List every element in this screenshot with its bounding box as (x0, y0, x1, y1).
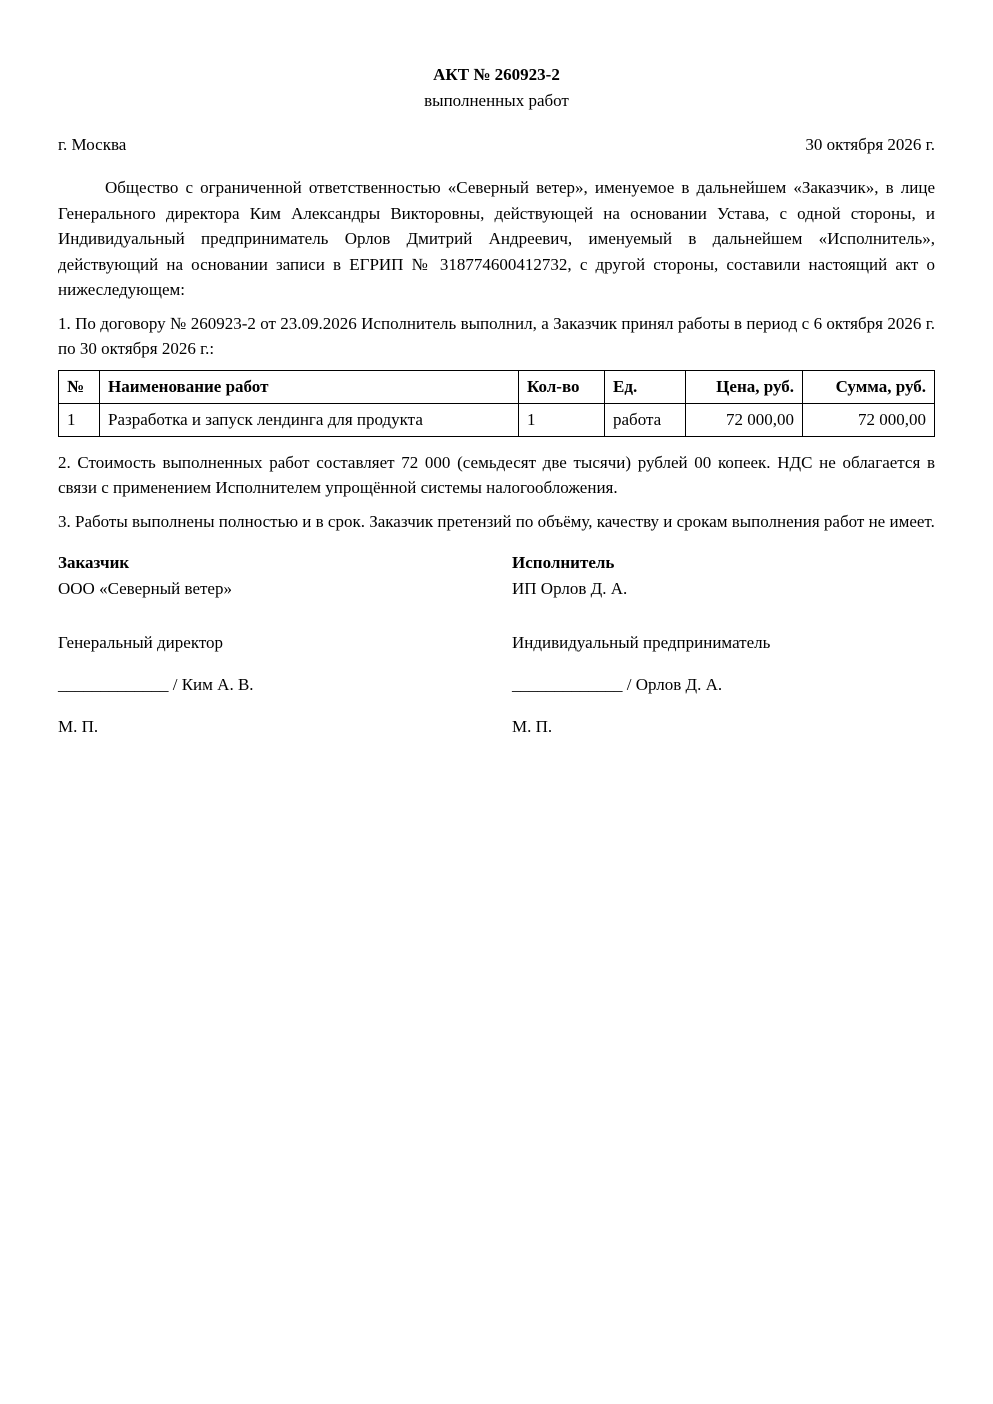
contractor-org: ИП Орлов Д. А. (512, 579, 628, 598)
works-table (58, 370, 935, 437)
table-row (59, 403, 935, 436)
document-subtitle: выполненных работ (424, 91, 569, 110)
cell-quantity: 1 (519, 403, 605, 436)
place-date-row (58, 132, 935, 158)
contractor-heading: Исполнитель (512, 553, 615, 572)
document-date: 30 октября 2026 г. (805, 135, 935, 154)
column-header-sum: Сумма, руб. (803, 370, 935, 403)
table-header-row (59, 370, 935, 403)
customer-position: Генеральный директор (58, 633, 224, 652)
contractor-sign-line: _____________ / Орлов Д. А. (512, 675, 723, 694)
customer-signature (58, 550, 512, 740)
cell-name: Разработка и запуск лендинга для продукта (100, 403, 519, 436)
clause-2: 2. Стоимость выполненных работ составляет 72 000 (семьдесят две тысячи) рублей 00 копеек. НДС не облагается в связи с применением Исполнителем упрощённой системы налогообложения. (58, 452, 935, 497)
signatures-block (58, 550, 935, 740)
customer-sign-line: _____________ / Ким А. В. (58, 675, 254, 694)
column-header-name: Наименование работ (100, 370, 519, 403)
column-header-quantity: Кол-во (519, 370, 605, 403)
customer-org: ООО «Северный ветер» (58, 579, 232, 598)
preamble-paragraph: Общество с ограниченной ответственностью «Северный ветер», именуемое в дальнейшем «Заказчик», в лице Генерального директора Ким Александры Викторовны, действующей на основании Устава, с одной стороны, и Индивидуальный предприниматель Орлов Дмитрий Андреевич, именуемый в дальнейшем «Исполнитель», действующий на основании записи в ЕГРИП № 318774600412732, с другой стороны, составили настоящий акт о нижеследующем: (58, 178, 935, 299)
cell-sum: 72 000,00 (803, 403, 935, 436)
contractor-signature (512, 550, 770, 740)
contractor-position: Индивидуальный предприниматель (512, 633, 771, 652)
contractor-stamp: М. П. (512, 717, 553, 736)
document-title: АКТ № 260923-2 (433, 65, 560, 84)
cell-number: 1 (59, 403, 100, 436)
cell-unit: работа (605, 403, 686, 436)
cell-price: 72 000,00 (686, 403, 803, 436)
customer-stamp: М. П. (58, 717, 99, 736)
column-header-unit: Ед. (605, 370, 686, 403)
city: г. Москва (58, 135, 127, 154)
column-header-price: Цена, руб. (686, 370, 803, 403)
column-header-number: № (59, 370, 100, 403)
clause-1: 1. По договору № 260923-2 от 23.09.2026 Исполнитель выполнил, а Заказчик принял работы в период с 6 октября 2026 г. по 30 октября 2026 г.: (58, 313, 935, 358)
clause-3: 3. Работы выполнены полностью и в срок. Заказчик претензий по объёму, качеству и срокам выполнения работ не имеет. (58, 511, 935, 531)
customer-heading: Заказчик (58, 553, 130, 572)
